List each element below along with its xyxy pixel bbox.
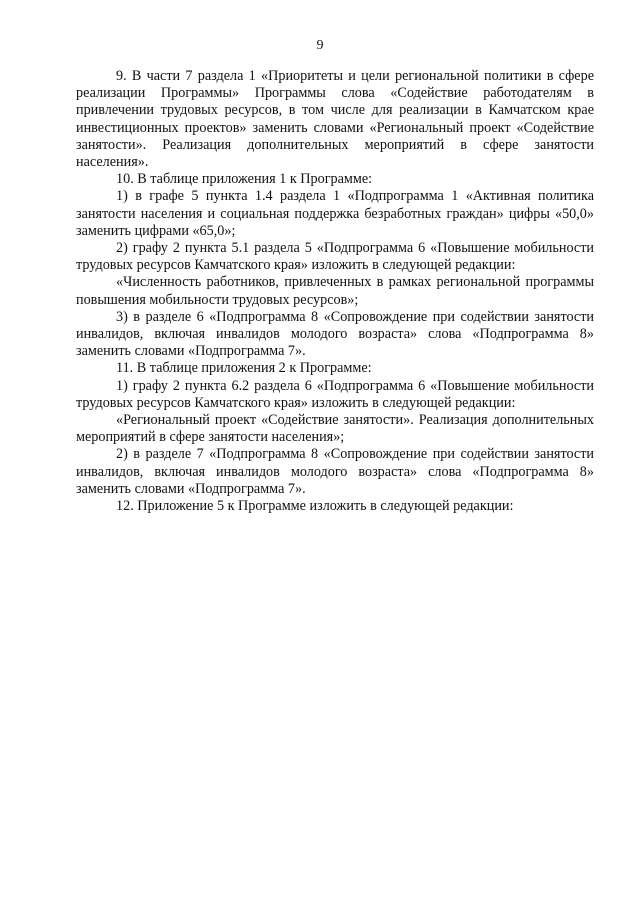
paragraph-9: 9. В части 7 раздела 1 «Приоритеты и цели региональной политики в сфере реализации Программы» Программы слова «Содействие работодателям в привлечении трудовых ресурсов, в том числе для реализации в Камчатском крае инвестиционных проектов» заменить словами «Региональный проект «Содействие занятости». Реализация дополнительных мероприятий в сфере занятости населения». xyxy=(76,68,594,171)
paragraph-10-item-1: 1) в графе 5 пункта 1.4 раздела 1 «Подпрограмма 1 «Активная политика занятости населения и социальная поддержка безработных граждан» цифры «50,0» заменить цифрами «65,0»; xyxy=(76,188,594,239)
paragraph-10: 10. В таблице приложения 1 к Программе: xyxy=(116,171,373,188)
page-number: 9 xyxy=(316,38,324,53)
paragraph-11-item-2: 2) в разделе 7 «Подпрограмма 8 «Сопровождение при содействии занятости инвалидов, включая инвалидов молодого возраста» слова «Подпрограмма 8» заменить словами «Подпрограмма 7». xyxy=(76,446,594,497)
paragraph-10-item-2-quote: «Численность работников, привлеченных в рамках региональной программы повышения мобильности трудовых ресурсов»; xyxy=(76,274,594,308)
paragraph-11-item-1-quote: «Региональный проект «Содействие занятости». Реализация дополнительных мероприятий в сфере занятости населения»; xyxy=(76,412,594,446)
document-body xyxy=(76,68,594,515)
paragraph-10-item-2: 2) графу 2 пункта 5.1 раздела 5 «Подпрограмма 6 «Повышение мобильности трудовых ресурсов Камчатского края» изложить в следующей редакции: xyxy=(76,240,594,274)
paragraph-10-item-3: 3) в разделе 6 «Подпрограмма 8 «Сопровождение при содействии занятости инвалидов, включая инвалидов молодого возраста» слова «Подпрограмма 8» заменить словами «Подпрограмма 7». xyxy=(76,308,594,360)
paragraph-11: 11. В таблице приложения 2 к Программе: xyxy=(116,360,372,377)
paragraph-11-item-1: 1) графу 2 пункта 6.2 раздела 6 «Подпрограмма 6 «Повышение мобильности трудовых ресурсов Камчатского края» изложить в следующей редакции: xyxy=(76,377,594,411)
paragraph-12: 12. Приложение 5 к Программе изложить в следующей редакции: xyxy=(116,498,514,515)
